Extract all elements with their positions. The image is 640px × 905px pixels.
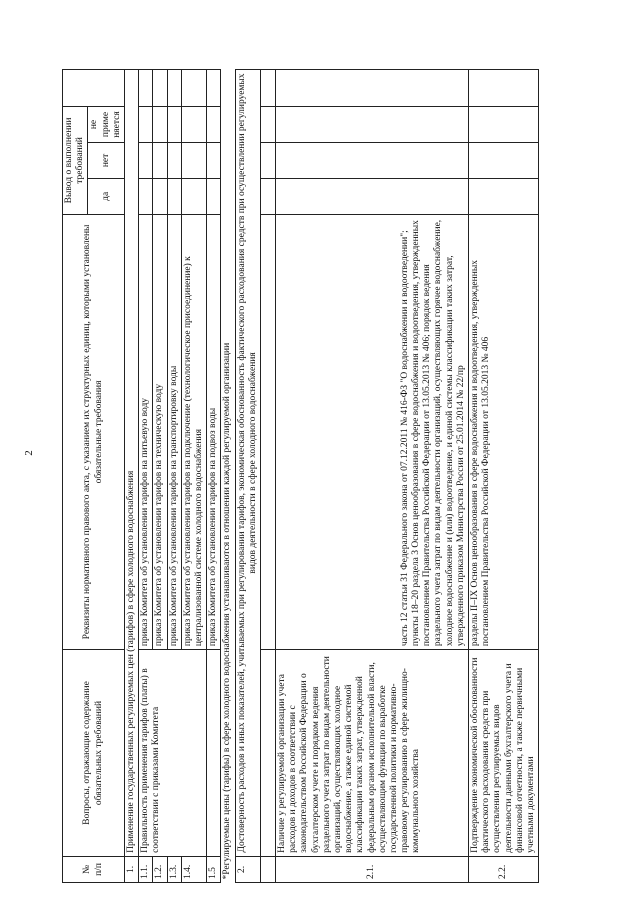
row-number: 1.2. [153,856,167,882]
cell-not-applicable[interactable] [153,107,167,143]
cell-no[interactable] [139,142,153,178]
spacer-cell [261,650,276,857]
cell-no[interactable] [167,142,181,178]
cell-extra [139,70,153,107]
cell-not-applicable[interactable] [276,107,469,143]
cell-extra [153,70,167,107]
cell-yes[interactable] [207,178,221,214]
cell-yes[interactable] [469,178,539,214]
cell-no[interactable] [153,142,167,178]
row-number: 1.1. [139,856,153,882]
cell-extra [469,70,539,107]
cell-no[interactable] [207,142,221,178]
header-question: Вопросы, отражающие содержание обязательных требований [63,650,125,857]
cell-yes[interactable] [276,178,469,214]
row-requisites: часть 12 статьи 31 Федерального закона от 07.12.2011 № 416-ФЗ "О водоснабжении и водоотведении"; пункты 18–20 раздела 3 Основ ценообразования в сфере водоснабжения и водоотведения, утвержденных постановлением Правительства Российской Федерации от 13.05.2013 № 406; порядок ведения раздельного учета затрат по видам деятельности организаций, осуществляющих горячее водоснабжение, холодное водоснабжение и (или) водоотведение, и единой системы классификации таких затрат, утвержденного приказом Министрства России от 25.01.2014 № 22/пр [276,214,469,649]
section-number: 2. [235,856,260,882]
cell-not-applicable[interactable] [139,107,153,143]
table-row [276,70,469,883]
row-requisites: приказ Комитета об установлении тарифов на подключение (технологическое присоединение) к централизованной системе холодного водоснабжения [181,214,206,649]
spacer-cell [261,107,276,143]
cell-not-applicable[interactable] [167,107,181,143]
row-number: 1.5 [207,856,221,882]
header-extra [63,70,125,107]
footnote: *Регулируемые цены (тарифы) в сфере холодного водоснабжения устанавливаются в отношении каждой регулируемой организации [221,70,235,883]
row-number: 2.1. [276,856,469,882]
cell-yes[interactable] [139,178,153,214]
row-requisites: приказ Комитета об установлении тарифов на подвоз воды [207,214,221,649]
cell-not-applicable[interactable] [469,107,539,143]
cell-no[interactable] [469,142,539,178]
row-requisites: приказ Комитета об установлении тарифов на транспортировку воды [167,214,181,649]
cell-not-applicable[interactable] [207,107,221,143]
spacer-cell [261,142,276,178]
table-row [139,70,153,883]
header-not-applicable: не приме няется [88,107,125,143]
row-requisites: приказ Комитета об установлении тарифов на техническую воду [153,214,167,649]
rotated-checklist-sheet [62,69,604,883]
checklist-table [62,69,539,883]
cell-no[interactable] [181,142,206,178]
cell-yes[interactable] [167,178,181,214]
spacer-cell [261,856,276,882]
spacer-cell [261,70,276,107]
section-title: Применение государственных регулируемых цен (тарифов) в сфере холодного водоснабжения [125,70,139,857]
row-question: Наличие у регулируемой организации учета расходов и доходов в соответствии с законодательством Российской Федерации о бухгалтерском учете и порядком ведения раздельного учета затрат по видам деятельности организаций, осуществляющих холодное водоснабжение, а также единой системой классификации таких затрат, утвержденной федеральным органом исполнительной власти, осуществляющим функции по выработке государственной политики и нормативно-правовому регулированию в сфере жилищно-коммунального хозяйства [276,650,469,857]
section-row [125,70,139,883]
header-no: нет [88,142,125,178]
spacer-cell [261,178,276,214]
page-number: 2 [23,450,35,456]
cell-extra [207,70,221,107]
row-question: Подтверждение экономической обоснованности фактического расходования средств при осуществлении регулируемых видов деятельности данными бухгалтерского учета и финансовой отчетности, а также первичными учетными документами [469,650,539,857]
spacer-row [261,70,276,883]
table-row [469,70,539,883]
table-row [207,70,221,883]
row-number: 2.2. [469,856,539,882]
cell-not-applicable[interactable] [181,107,206,143]
header-num: № п/п [63,856,125,882]
cell-yes[interactable] [153,178,167,214]
section-number: 1. [125,856,139,882]
section-title: Достоверность расходов и иных показателей, учитываемых при регулировании тарифов, экономическая обоснованность фактического расходования средств при осуществлении регулируемых видов деятельности в сфере холодного водоснабжения [235,70,260,857]
header-requisites: Реквизиты нормативного правового акта, с указанием их структурных единиц, которыми установлены обязательные требования [63,214,125,649]
cell-extra [276,70,469,107]
section-row [235,70,260,883]
cell-no[interactable] [276,142,469,178]
cell-extra [181,70,206,107]
footnote-row [221,70,235,883]
row-question: Правильность применения тарифов (платы) в соответствии с приказами Комитета [139,650,207,857]
cell-extra [167,70,181,107]
row-requisites: приказ Комитета об установлении тарифов на питьевую воду [139,214,153,649]
row-number: 1.3. [167,856,181,882]
spacer-cell [261,214,276,649]
row-number: 1.4. [181,856,206,882]
cell-yes[interactable] [181,178,206,214]
header-row [63,70,88,883]
header-conclusion: Вывод о выполнении требований [63,107,88,215]
row-requisites: разделы II–IX Основ ценообразования в сфере водоснабжения и водоотведения, утвержденных постановлением Правительства Российской Федерации от 13.05.2013 № 406 [469,214,539,649]
row-question-empty [207,650,221,857]
header-yes: да [88,178,125,214]
